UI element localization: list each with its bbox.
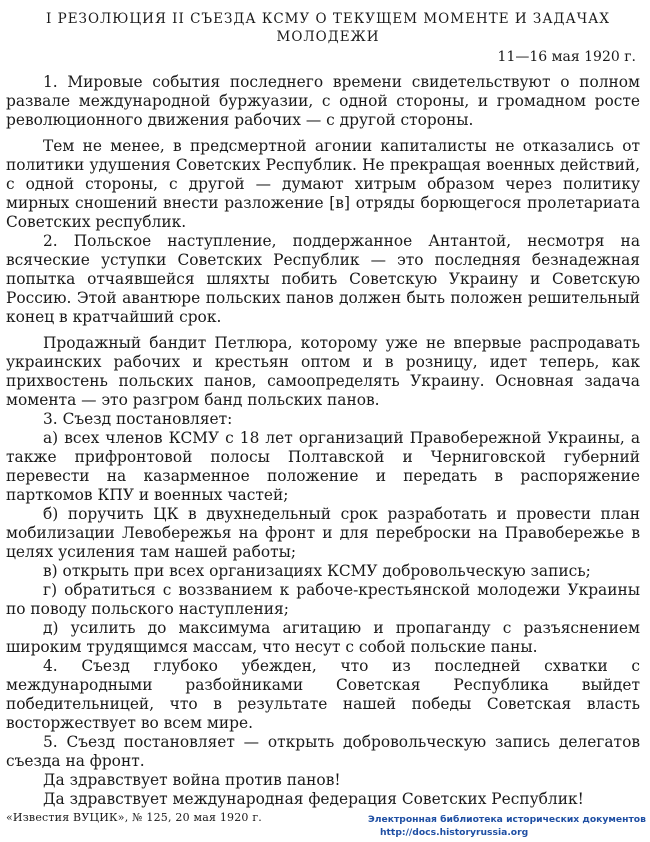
source-citation: «Известия ВУЦИК», № 125, 20 мая 1920 г. xyxy=(6,811,262,824)
paragraph-7: б) поручить ЦК в двухнедельный срок разработать и провести план мобилизации Левобережья на фронт и для переброски на Правобережье в целях усиления там нашей работы; xyxy=(6,505,640,561)
document-body xyxy=(6,73,640,809)
paragraph-10: д) усилить до максимума агитацию и пропаганду с разъяснением широким трудящимся массам, что несут с собой польские паны. xyxy=(6,619,640,656)
document-title: I РЕЗОЛЮЦИЯ II СЪЕЗДА КСМУ О ТЕКУЩЕМ МОМЕНТЕ И ЗАДАЧАХ МОЛОДЕЖИ xyxy=(45,11,611,45)
paragraph-13: Да здравствует война против панов! xyxy=(43,771,341,789)
library-name: Электронная библиотека исторических документов xyxy=(368,814,646,825)
document-date: 11—16 мая 1920 г. xyxy=(497,49,636,65)
paragraph-5: 3. Съезд постановляет: xyxy=(43,410,233,428)
paragraph-12: 5. Съезд постановляет — открыть добровольческую запись делегатов съезда на фронт. xyxy=(6,733,640,770)
paragraph-14: Да здравствует международная федерация Советских Республик! xyxy=(43,790,584,808)
paragraph-9: г) обратиться с воззванием к рабоче-крестьянской молодежи Украины по поводу польского наступления; xyxy=(6,581,640,618)
paragraph-1: 1. Мировые события последнего времени свидетельствуют о полном развале международной буржуазии, с одной стороны, и громадном росте революционного движения рабочих — с другой стороны. xyxy=(6,73,640,129)
paragraph-3: 2. Польское наступление, поддержанное Антантой, несмотря на всяческие уступки Советских Республик — это последняя безнадежная попытка отчаявшейся шляхты побить Советскую Украину и Советскую Россию. Этой авантюре польских панов должен быть положен решительный конец в кратчайший срок. xyxy=(6,232,640,326)
paragraph-6: а) всех членов КСМУ с 18 лет организаций Правобережной Украины, а также прифронтовой полосы Полтавской и Черниговской губерний перевести на казарменное положение и передать в распоряжение парткомов КПУ и военных частей; xyxy=(6,429,640,504)
library-credit xyxy=(368,813,646,839)
paragraph-4: Продажный бандит Петлюра, которому уже не впервые распродавать украинских рабочих и крестьян оптом и в розницу, идет теперь, как прихвостень польских панов, самоопределять Украину. Основная задача момента — это разгром банд польских панов. xyxy=(6,334,640,409)
library-url-link[interactable]: http://docs.historyrussia.org xyxy=(380,827,529,838)
paragraph-11: 4. Съезд глубоко убежден, что из последней схватки с международными разбойниками Советская Республика выйдет победительницей, что в результате нашей победы Советская власть восторжествует во всем мире. xyxy=(6,657,640,732)
paragraph-8: в) открыть при всех организациях КСМУ добровольческую запись; xyxy=(43,562,591,580)
paragraph-2: Тем не менее, в предсмертной агонии капиталисты не отказались от политики удушения Советских Республик. Не прекращая военных действий, с одной стороны, с другой — думают хитрым образом через политику мирных сношений внести разложение [в] отряды борющегося пролетариата Советских республик. xyxy=(6,137,640,231)
